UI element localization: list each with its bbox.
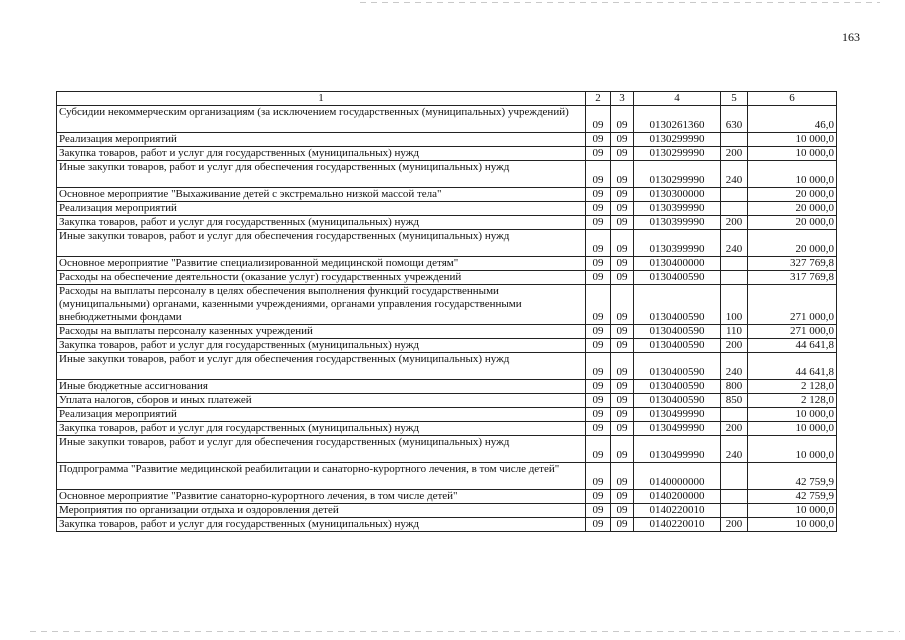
cell-subsection: 09 [611,271,634,285]
header-cell-amount: 6 [748,92,837,106]
cell-target-article: 0130400590 [634,285,721,325]
cell-amount: 317 769,8 [748,271,837,285]
budget-table [56,91,837,532]
cell-subsection: 09 [611,436,634,463]
scan-artifact-bottom [30,631,900,632]
cell-name: Закупка товаров, работ и услуг для государственных (муниципальных) нужд [57,339,586,353]
cell-subsection: 09 [611,106,634,133]
cell-target-article: 0130399990 [634,216,721,230]
cell-expense-type [721,133,748,147]
table-row [57,230,837,257]
cell-amount: 44 641,8 [748,339,837,353]
cell-subsection: 09 [611,188,634,202]
cell-target-article: 0130499990 [634,422,721,436]
cell-target-article: 0130400590 [634,353,721,380]
cell-name: Реализация мероприятий [57,202,586,216]
table-row [57,408,837,422]
cell-section: 09 [586,490,611,504]
cell-name: Закупка товаров, работ и услуг для государственных (муниципальных) нужд [57,147,586,161]
cell-subsection: 09 [611,257,634,271]
cell-name: Расходы на выплаты персоналу казенных учреждений [57,325,586,339]
cell-name: Уплата налогов, сборов и иных платежей [57,394,586,408]
cell-subsection: 09 [611,147,634,161]
cell-name: Основное мероприятие "Развитие специализированной медицинской помощи детям" [57,257,586,271]
cell-section: 09 [586,325,611,339]
cell-name: Иные закупки товаров, работ и услуг для обеспечения государственных (муниципальных) нужд [57,353,586,380]
cell-target-article: 0130400590 [634,325,721,339]
table-row [57,353,837,380]
cell-target-article: 0140220010 [634,504,721,518]
cell-subsection: 09 [611,353,634,380]
cell-section: 09 [586,271,611,285]
cell-target-article: 0140200000 [634,490,721,504]
scan-artifact-top [360,2,880,3]
cell-name: Иные закупки товаров, работ и услуг для обеспечения государственных (муниципальных) нужд [57,436,586,463]
page-number: 163 [842,30,860,44]
cell-subsection: 09 [611,325,634,339]
cell-target-article: 0130399990 [634,230,721,257]
cell-section: 09 [586,161,611,188]
cell-amount: 271 000,0 [748,285,837,325]
cell-expense-type [721,504,748,518]
cell-target-article: 0130400590 [634,271,721,285]
table-row [57,257,837,271]
cell-target-article: 0130299990 [634,147,721,161]
cell-target-article: 0130499990 [634,408,721,422]
cell-expense-type [721,463,748,490]
cell-target-article: 0130499990 [634,436,721,463]
cell-expense-type: 200 [721,518,748,532]
cell-section: 09 [586,422,611,436]
cell-subsection: 09 [611,463,634,490]
cell-name: Закупка товаров, работ и услуг для государственных (муниципальных) нужд [57,518,586,532]
table-row [57,394,837,408]
cell-name: Реализация мероприятий [57,133,586,147]
cell-section: 09 [586,380,611,394]
cell-amount: 10 000,0 [748,161,837,188]
cell-amount: 10 000,0 [748,436,837,463]
cell-section: 09 [586,518,611,532]
cell-expense-type: 240 [721,230,748,257]
cell-section: 09 [586,133,611,147]
cell-section: 09 [586,504,611,518]
cell-name: Закупка товаров, работ и услуг для государственных (муниципальных) нужд [57,422,586,436]
cell-name: Мероприятия по организации отдыха и оздоровления детей [57,504,586,518]
table-row [57,436,837,463]
table-row [57,380,837,394]
cell-expense-type [721,271,748,285]
cell-subsection: 09 [611,394,634,408]
cell-name: Закупка товаров, работ и услуг для государственных (муниципальных) нужд [57,216,586,230]
header-cell-name: 1 [57,92,586,106]
cell-section: 09 [586,257,611,271]
cell-expense-type [721,202,748,216]
cell-target-article: 0130400590 [634,380,721,394]
table-header-row [57,92,837,106]
cell-amount: 20 000,0 [748,202,837,216]
cell-section: 09 [586,147,611,161]
cell-name: Подпрограмма "Развитие медицинской реабилитации и санаторно-курортного лечения, в том числе детей" [57,463,586,490]
cell-expense-type: 200 [721,147,748,161]
cell-amount: 20 000,0 [748,230,837,257]
cell-amount: 10 000,0 [748,147,837,161]
cell-expense-type: 850 [721,394,748,408]
cell-name: Иные закупки товаров, работ и услуг для обеспечения государственных (муниципальных) нужд [57,161,586,188]
cell-subsection: 09 [611,285,634,325]
header-cell-expense-type: 5 [721,92,748,106]
cell-section: 09 [586,339,611,353]
cell-section: 09 [586,394,611,408]
cell-target-article: 0130400590 [634,394,721,408]
cell-section: 09 [586,106,611,133]
cell-expense-type [721,188,748,202]
header-cell-subsection: 3 [611,92,634,106]
cell-expense-type: 200 [721,339,748,353]
cell-expense-type [721,257,748,271]
cell-subsection: 09 [611,422,634,436]
cell-target-article: 0140000000 [634,463,721,490]
cell-expense-type: 240 [721,436,748,463]
cell-amount: 327 769,8 [748,257,837,271]
cell-subsection: 09 [611,230,634,257]
cell-target-article: 0140220010 [634,518,721,532]
table-row [57,463,837,490]
cell-subsection: 09 [611,202,634,216]
table-row [57,422,837,436]
cell-amount: 46,0 [748,106,837,133]
cell-section: 09 [586,463,611,490]
cell-name: Реализация мероприятий [57,408,586,422]
cell-section: 09 [586,230,611,257]
table-row [57,490,837,504]
cell-expense-type: 240 [721,161,748,188]
cell-subsection: 09 [611,161,634,188]
table-row [57,147,837,161]
cell-name: Иные закупки товаров, работ и услуг для обеспечения государственных (муниципальных) нужд [57,230,586,257]
cell-section: 09 [586,285,611,325]
cell-target-article: 0130400590 [634,339,721,353]
cell-section: 09 [586,216,611,230]
cell-amount: 42 759,9 [748,490,837,504]
cell-target-article: 0130299990 [634,133,721,147]
table-row [57,202,837,216]
cell-subsection: 09 [611,380,634,394]
cell-amount: 20 000,0 [748,216,837,230]
cell-subsection: 09 [611,339,634,353]
cell-expense-type: 240 [721,353,748,380]
cell-expense-type: 800 [721,380,748,394]
cell-name: Иные бюджетные ассигнования [57,380,586,394]
cell-target-article: 0130400000 [634,257,721,271]
cell-expense-type: 100 [721,285,748,325]
cell-amount: 2 128,0 [748,394,837,408]
table-row [57,106,837,133]
cell-expense-type [721,408,748,422]
table-row [57,325,837,339]
cell-expense-type: 110 [721,325,748,339]
table-row [57,161,837,188]
cell-section: 09 [586,353,611,380]
cell-amount: 271 000,0 [748,325,837,339]
cell-subsection: 09 [611,216,634,230]
cell-name: Субсидии некоммерческим организациям (за исключением государственных (муниципальных) учреждений) [57,106,586,133]
cell-amount: 2 128,0 [748,380,837,394]
cell-amount: 42 759,9 [748,463,837,490]
cell-name: Основное мероприятие "Выхаживание детей с экстремально низкой массой тела" [57,188,586,202]
table-row [57,285,837,325]
cell-amount: 10 000,0 [748,133,837,147]
table-row [57,518,837,532]
cell-target-article: 0130300000 [634,188,721,202]
cell-expense-type: 200 [721,422,748,436]
cell-subsection: 09 [611,133,634,147]
cell-subsection: 09 [611,490,634,504]
cell-section: 09 [586,202,611,216]
table-row [57,133,837,147]
table-row [57,504,837,518]
cell-subsection: 09 [611,518,634,532]
cell-subsection: 09 [611,408,634,422]
cell-amount: 10 000,0 [748,408,837,422]
budget-table-body [57,92,837,532]
cell-name: Основное мероприятие "Развитие санаторно-курортного лечения, в том числе детей" [57,490,586,504]
cell-section: 09 [586,408,611,422]
table-row [57,271,837,285]
cell-amount: 44 641,8 [748,353,837,380]
cell-subsection: 09 [611,504,634,518]
cell-target-article: 0130261360 [634,106,721,133]
cell-section: 09 [586,188,611,202]
cell-expense-type: 630 [721,106,748,133]
cell-name: Расходы на выплаты персоналу в целях обеспечения выполнения функций государственными (муниципальными) органами, казенными учреждениями, органами управления государственными внебюджетными фондами [57,285,586,325]
cell-amount: 10 000,0 [748,422,837,436]
table-row [57,188,837,202]
cell-amount: 20 000,0 [748,188,837,202]
cell-target-article: 0130399990 [634,202,721,216]
cell-section: 09 [586,436,611,463]
cell-name: Расходы на обеспечение деятельности (оказание услуг) государственных учреждений [57,271,586,285]
cell-expense-type [721,490,748,504]
table-row [57,216,837,230]
cell-target-article: 0130299990 [634,161,721,188]
cell-amount: 10 000,0 [748,518,837,532]
header-cell-section: 2 [586,92,611,106]
table-row [57,339,837,353]
cell-amount: 10 000,0 [748,504,837,518]
cell-expense-type: 200 [721,216,748,230]
header-cell-target-article: 4 [634,92,721,106]
